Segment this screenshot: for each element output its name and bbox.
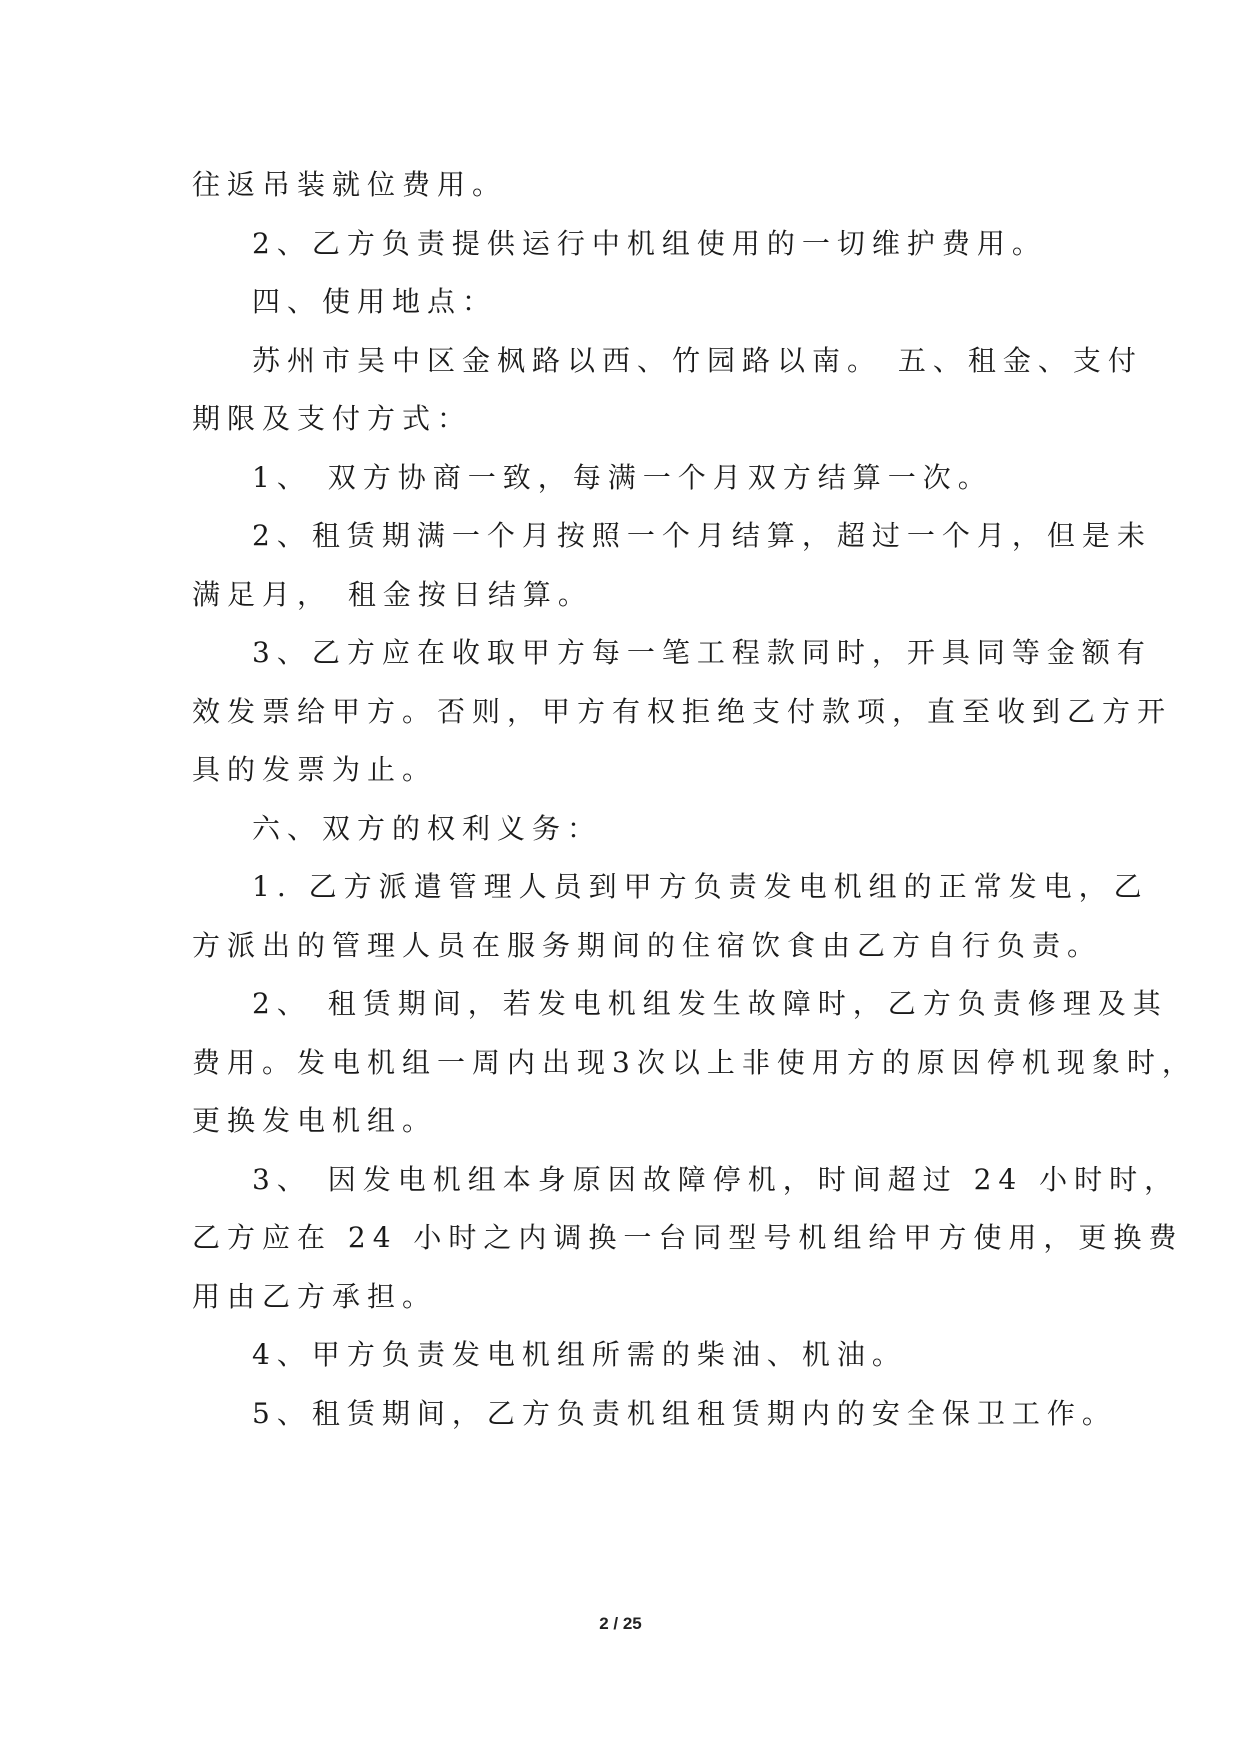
text-line: 2、租赁期满一个月按照一个月结算，超过一个月，但是未 bbox=[252, 519, 1152, 552]
text-line: 方派出的管理人员在服务期间的住宿饮食由乙方自行负责。 bbox=[192, 928, 1103, 962]
text-line: 满足月， 租金按日结算。 bbox=[192, 577, 593, 611]
document-body bbox=[192, 156, 1197, 1443]
text-line: 更换发电机组。 bbox=[192, 1104, 438, 1137]
text-line: 1. 乙方派遣管理人员到甲方负责发电机组的正常发电，乙 bbox=[252, 870, 1149, 903]
text-line: 往返吊装就位费用。 bbox=[192, 168, 508, 201]
text-line: 5、租赁期间，乙方负责机组租赁期内的安全保卫工作。 bbox=[252, 1396, 1117, 1430]
text-line: 苏州市吴中区金枫路以西、竹园路以南。 五、租金、支付 bbox=[252, 343, 1143, 377]
page-number: 2 / 25 bbox=[599, 1614, 642, 1633]
text-line: 四、使用地点： bbox=[252, 285, 498, 318]
text-line: 3、乙方应在收取甲方每一笔工程款同时，开具同等金额有 bbox=[252, 636, 1152, 669]
text-line: 用由乙方承担。 bbox=[192, 1279, 438, 1313]
text-line: 效发票给甲方。否则，甲方有权拒绝支付款项，直至收到乙方开 bbox=[192, 694, 1173, 728]
text-line: 六、双方的权利义务： bbox=[252, 811, 603, 845]
text-line: 3、 因发电机组本身原因故障停机，时间超过 24 小时时， bbox=[252, 1162, 1180, 1196]
text-line: 具的发票为止。 bbox=[192, 753, 438, 786]
text-line: 2、 租赁期间，若发电机组发生故障时，乙方负责修理及其 bbox=[252, 987, 1168, 1020]
text-line: 费用。发电机组一周内出现3次以上非使用方的原因停机现象时， bbox=[192, 1045, 1197, 1079]
text-line: 期限及支付方式： bbox=[192, 402, 473, 435]
text-line: 2、乙方负责提供运行中机组使用的一切维护费用。 bbox=[252, 226, 1047, 260]
text-line: 4、甲方负责发电机组所需的柴油、机油。 bbox=[252, 1338, 907, 1371]
text-line: 乙方应在 24 小时之内调换一台同型号机组给甲方使用，更换费 bbox=[192, 1221, 1184, 1254]
text-line: 1、 双方协商一致，每满一个月双方结算一次。 bbox=[252, 460, 993, 494]
